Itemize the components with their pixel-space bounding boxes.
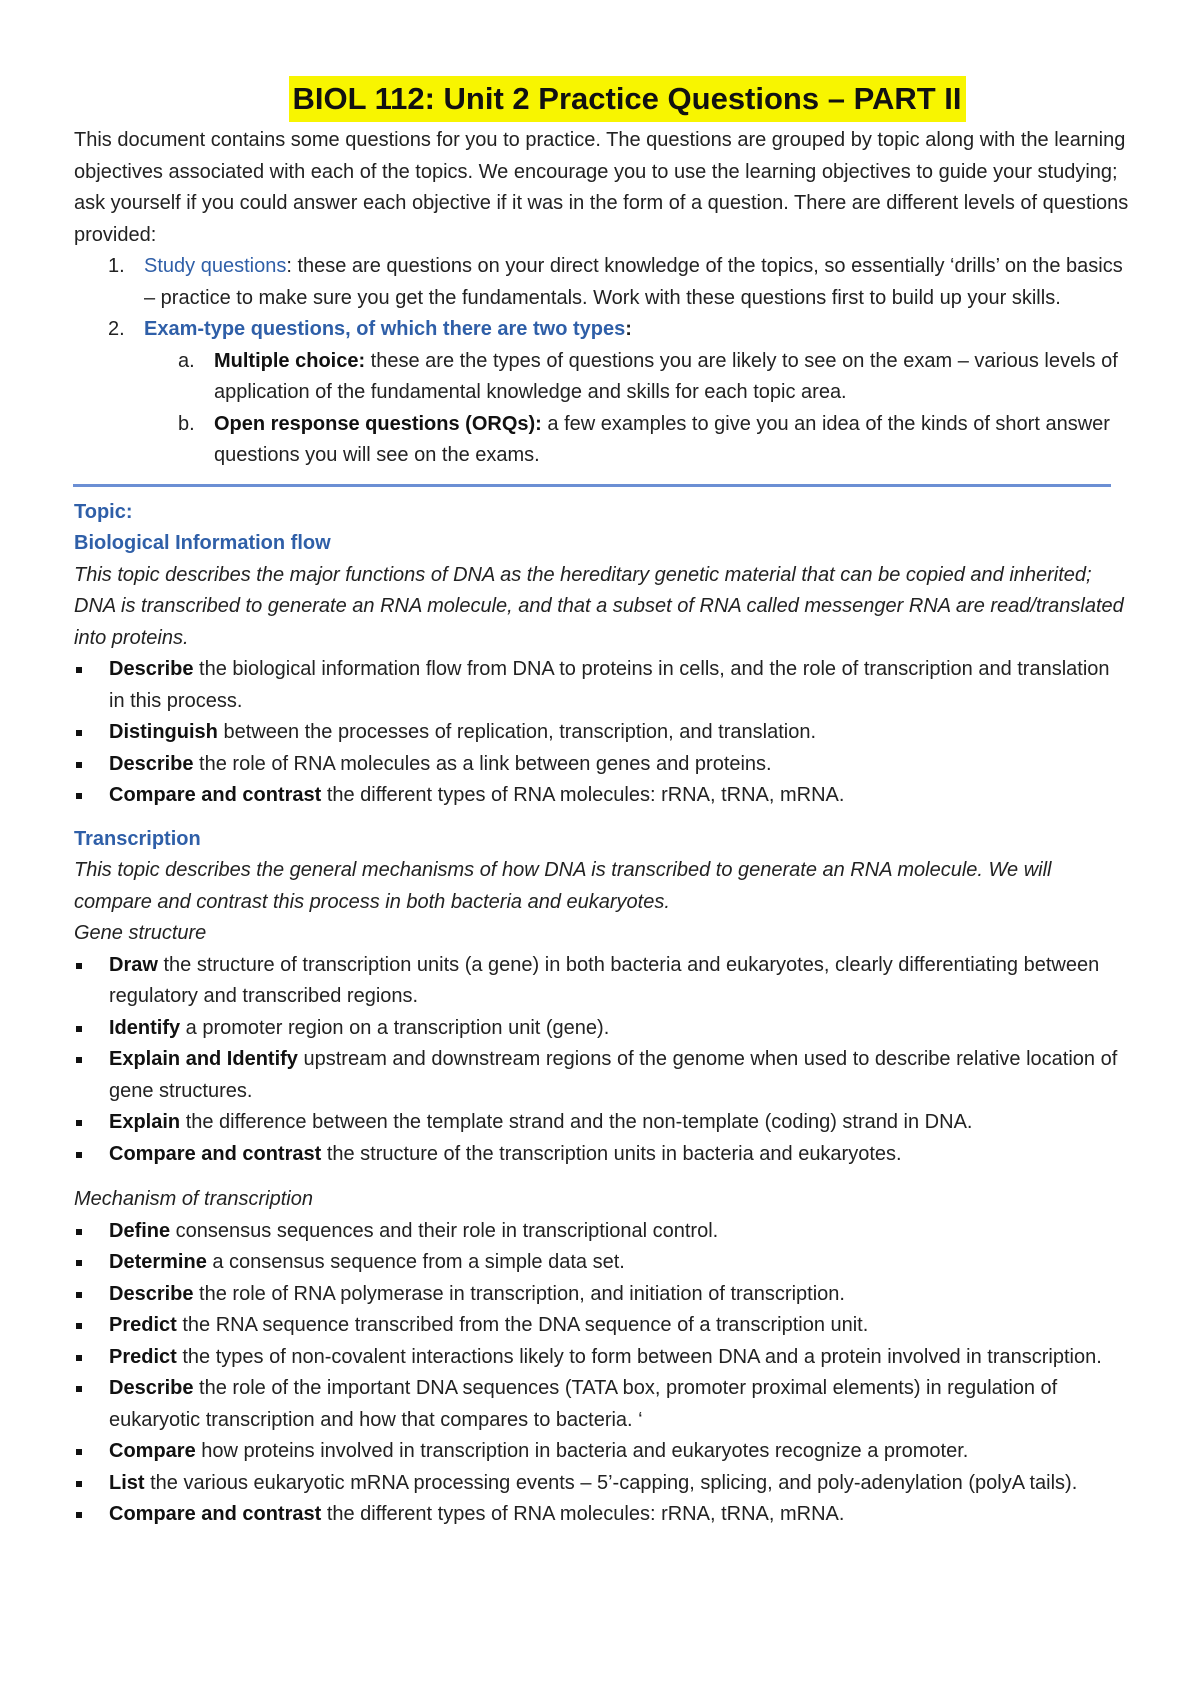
objective-item bbox=[109, 1139, 1130, 1171]
objective-verb: Predict bbox=[109, 1314, 177, 1336]
exam-types-list bbox=[144, 346, 1130, 472]
objective-text: the different types of RNA molecules: rRNA, tRNA, mRNA. bbox=[321, 1503, 845, 1525]
page-title: BIOL 112: Unit 2 Practice Questions – PART II bbox=[289, 76, 966, 122]
section-description: This topic describes the major functions of DNA as the hereditary genetic material that can be copied and inherited; DNA is transcribed to generate an RNA molecule, and that a subset of RNA called messenger RNA are read/translated into proteins. bbox=[74, 563, 1124, 649]
exam-type-label: Multiple choice: bbox=[214, 349, 366, 372]
objective-text: how proteins involved in transcription in bacteria and eukaryotes recognize a promoter. bbox=[195, 1440, 969, 1462]
subheading-mechanism: Mechanism of transcription bbox=[74, 1188, 313, 1210]
objective-text: the difference between the template strand and the non-template (coding) strand in DNA. bbox=[180, 1111, 973, 1133]
objective-verb: Describe bbox=[109, 1282, 194, 1305]
section-heading-transcription: Transcription bbox=[74, 827, 201, 850]
objective-text: the structure of transcription units (a gene) in both bacteria and eukaryotes, clearly differentiating between regulatory and transcribed regions. bbox=[109, 953, 1100, 1007]
level-number: 2. bbox=[108, 318, 125, 340]
objective-verb: Distinguish bbox=[109, 721, 218, 743]
objective-text: a promoter region on a transcription unit (gene). bbox=[180, 1016, 610, 1039]
exam-type-label: Open response questions (ORQs): bbox=[214, 412, 542, 435]
objective-verb: Identify bbox=[109, 1016, 181, 1039]
objective-item bbox=[109, 1342, 1130, 1374]
objective-item bbox=[109, 950, 1130, 1013]
objective-text: the types of non-covalent interactions likely to form between DNA and a protein involved in transcription. bbox=[176, 1345, 1102, 1368]
exam-type-text: these are the types of questions you are likely to see on the exam – various levels of application of the fundamental knowledge and skills for each topic area. bbox=[214, 349, 1118, 403]
objective-item bbox=[109, 780, 1130, 812]
objectives-list bbox=[74, 1216, 1130, 1531]
objective-text: the different types of RNA molecules: rRNA, tRNA, mRNA. bbox=[321, 784, 845, 806]
objective-text: consensus sequences and their role in transcriptional control. bbox=[170, 1219, 719, 1242]
objective-item bbox=[109, 1216, 1130, 1248]
objective-item bbox=[109, 1468, 1130, 1500]
title-row bbox=[74, 76, 1130, 122]
objective-text: the role of RNA molecules as a link between genes and proteins. bbox=[193, 752, 772, 775]
objective-item bbox=[109, 1310, 1130, 1342]
objective-item bbox=[109, 1436, 1130, 1468]
topic-label: Topic: bbox=[74, 500, 133, 523]
intro-paragraph: This document contains some questions for you to practice. The questions are grouped by topic along with the learning objectives associated with each of the topics. We encourage you to use the learning objectives to guide your studying; ask yourself if you could answer each objective if it was in the form of a question. There are different levels of questions provided: bbox=[74, 129, 1129, 246]
question-levels-list bbox=[74, 251, 1130, 472]
objective-verb: Describe bbox=[109, 1377, 194, 1399]
section-heading-information-flow: Biological Information flow bbox=[74, 532, 331, 554]
objective-verb: Draw bbox=[109, 953, 158, 976]
objective-item bbox=[109, 1247, 1130, 1279]
level-text: : bbox=[625, 318, 632, 340]
level-text: : these are questions on your direct knowledge of the topics, so essentially ‘drills’ on the basics – practice to make sure you get the fundamentals. Work with these questions first to build up your skills. bbox=[144, 255, 1123, 309]
objective-item bbox=[109, 1499, 1130, 1531]
objective-item bbox=[109, 1013, 1130, 1045]
objective-item bbox=[109, 1107, 1130, 1139]
exam-type-letter: a. bbox=[178, 349, 195, 372]
objective-verb: Explain bbox=[109, 1111, 181, 1133]
objective-text: the various eukaryotic mRNA processing events – 5’-capping, splicing, and poly-adenylation (polyA tails). bbox=[144, 1471, 1078, 1494]
objective-text: the structure of the transcription units in bacteria and eukaryotes. bbox=[321, 1142, 902, 1165]
exam-type-item bbox=[178, 409, 1130, 472]
objective-verb: Describe bbox=[109, 752, 194, 775]
objective-verb: Define bbox=[109, 1219, 171, 1242]
section-description: This topic describes the general mechanisms of how DNA is transcribed to generate an RNA molecule. We will compare and contrast this process in both bacteria and eukaryotes. bbox=[74, 859, 1052, 913]
objective-item bbox=[109, 717, 1130, 749]
level-item bbox=[108, 251, 1130, 314]
objective-item bbox=[109, 654, 1130, 717]
objective-verb: Explain and Identify bbox=[109, 1048, 298, 1070]
objective-verb: Compare bbox=[109, 1440, 196, 1462]
objective-text: upstream and downstream regions of the genome when used to describe relative location of gene structures. bbox=[109, 1048, 1118, 1102]
exam-type-item bbox=[178, 346, 1130, 409]
objective-text: the role of the important DNA sequences (TATA box, promoter proximal elements) in regulation of eukaryotic transcription and how that compares to bacteria. ‘ bbox=[109, 1377, 1058, 1431]
objective-text: a consensus sequence from a simple data set. bbox=[206, 1251, 625, 1273]
subheading-gene-structure: Gene structure bbox=[74, 922, 207, 944]
section-divider bbox=[73, 484, 1111, 487]
objective-verb: Compare and contrast bbox=[109, 1503, 322, 1525]
level-label: Exam-type questions, of which there are two types bbox=[144, 318, 626, 340]
objective-verb: List bbox=[109, 1471, 145, 1494]
objective-verb: Compare and contrast bbox=[109, 1142, 322, 1165]
objective-text: the role of RNA polymerase in transcription, and initiation of transcription. bbox=[193, 1282, 845, 1305]
objectives-list bbox=[74, 654, 1130, 812]
level-item bbox=[108, 314, 1130, 472]
objective-item bbox=[109, 749, 1130, 781]
exam-type-letter: b. bbox=[178, 412, 195, 435]
objective-text: between the processes of replication, transcription, and translation. bbox=[217, 721, 817, 743]
objective-verb: Determine bbox=[109, 1251, 207, 1273]
objective-text: the biological information flow from DNA to proteins in cells, and the role of transcription and translation in this process. bbox=[109, 658, 1110, 712]
objective-item bbox=[109, 1044, 1130, 1107]
objective-text: the RNA sequence transcribed from the DNA sequence of a transcription unit. bbox=[176, 1314, 869, 1336]
objective-verb: Compare and contrast bbox=[109, 784, 322, 806]
exam-type-text: a few examples to give you an idea of the kinds of short answer questions you will see on the exams. bbox=[214, 412, 1110, 466]
objective-item bbox=[109, 1279, 1130, 1311]
level-label: Study questions bbox=[144, 255, 287, 277]
objective-verb: Predict bbox=[109, 1345, 177, 1368]
objective-verb: Describe bbox=[109, 658, 194, 680]
level-number: 1. bbox=[108, 255, 125, 277]
objective-item bbox=[109, 1373, 1130, 1436]
objectives-list bbox=[74, 950, 1130, 1171]
